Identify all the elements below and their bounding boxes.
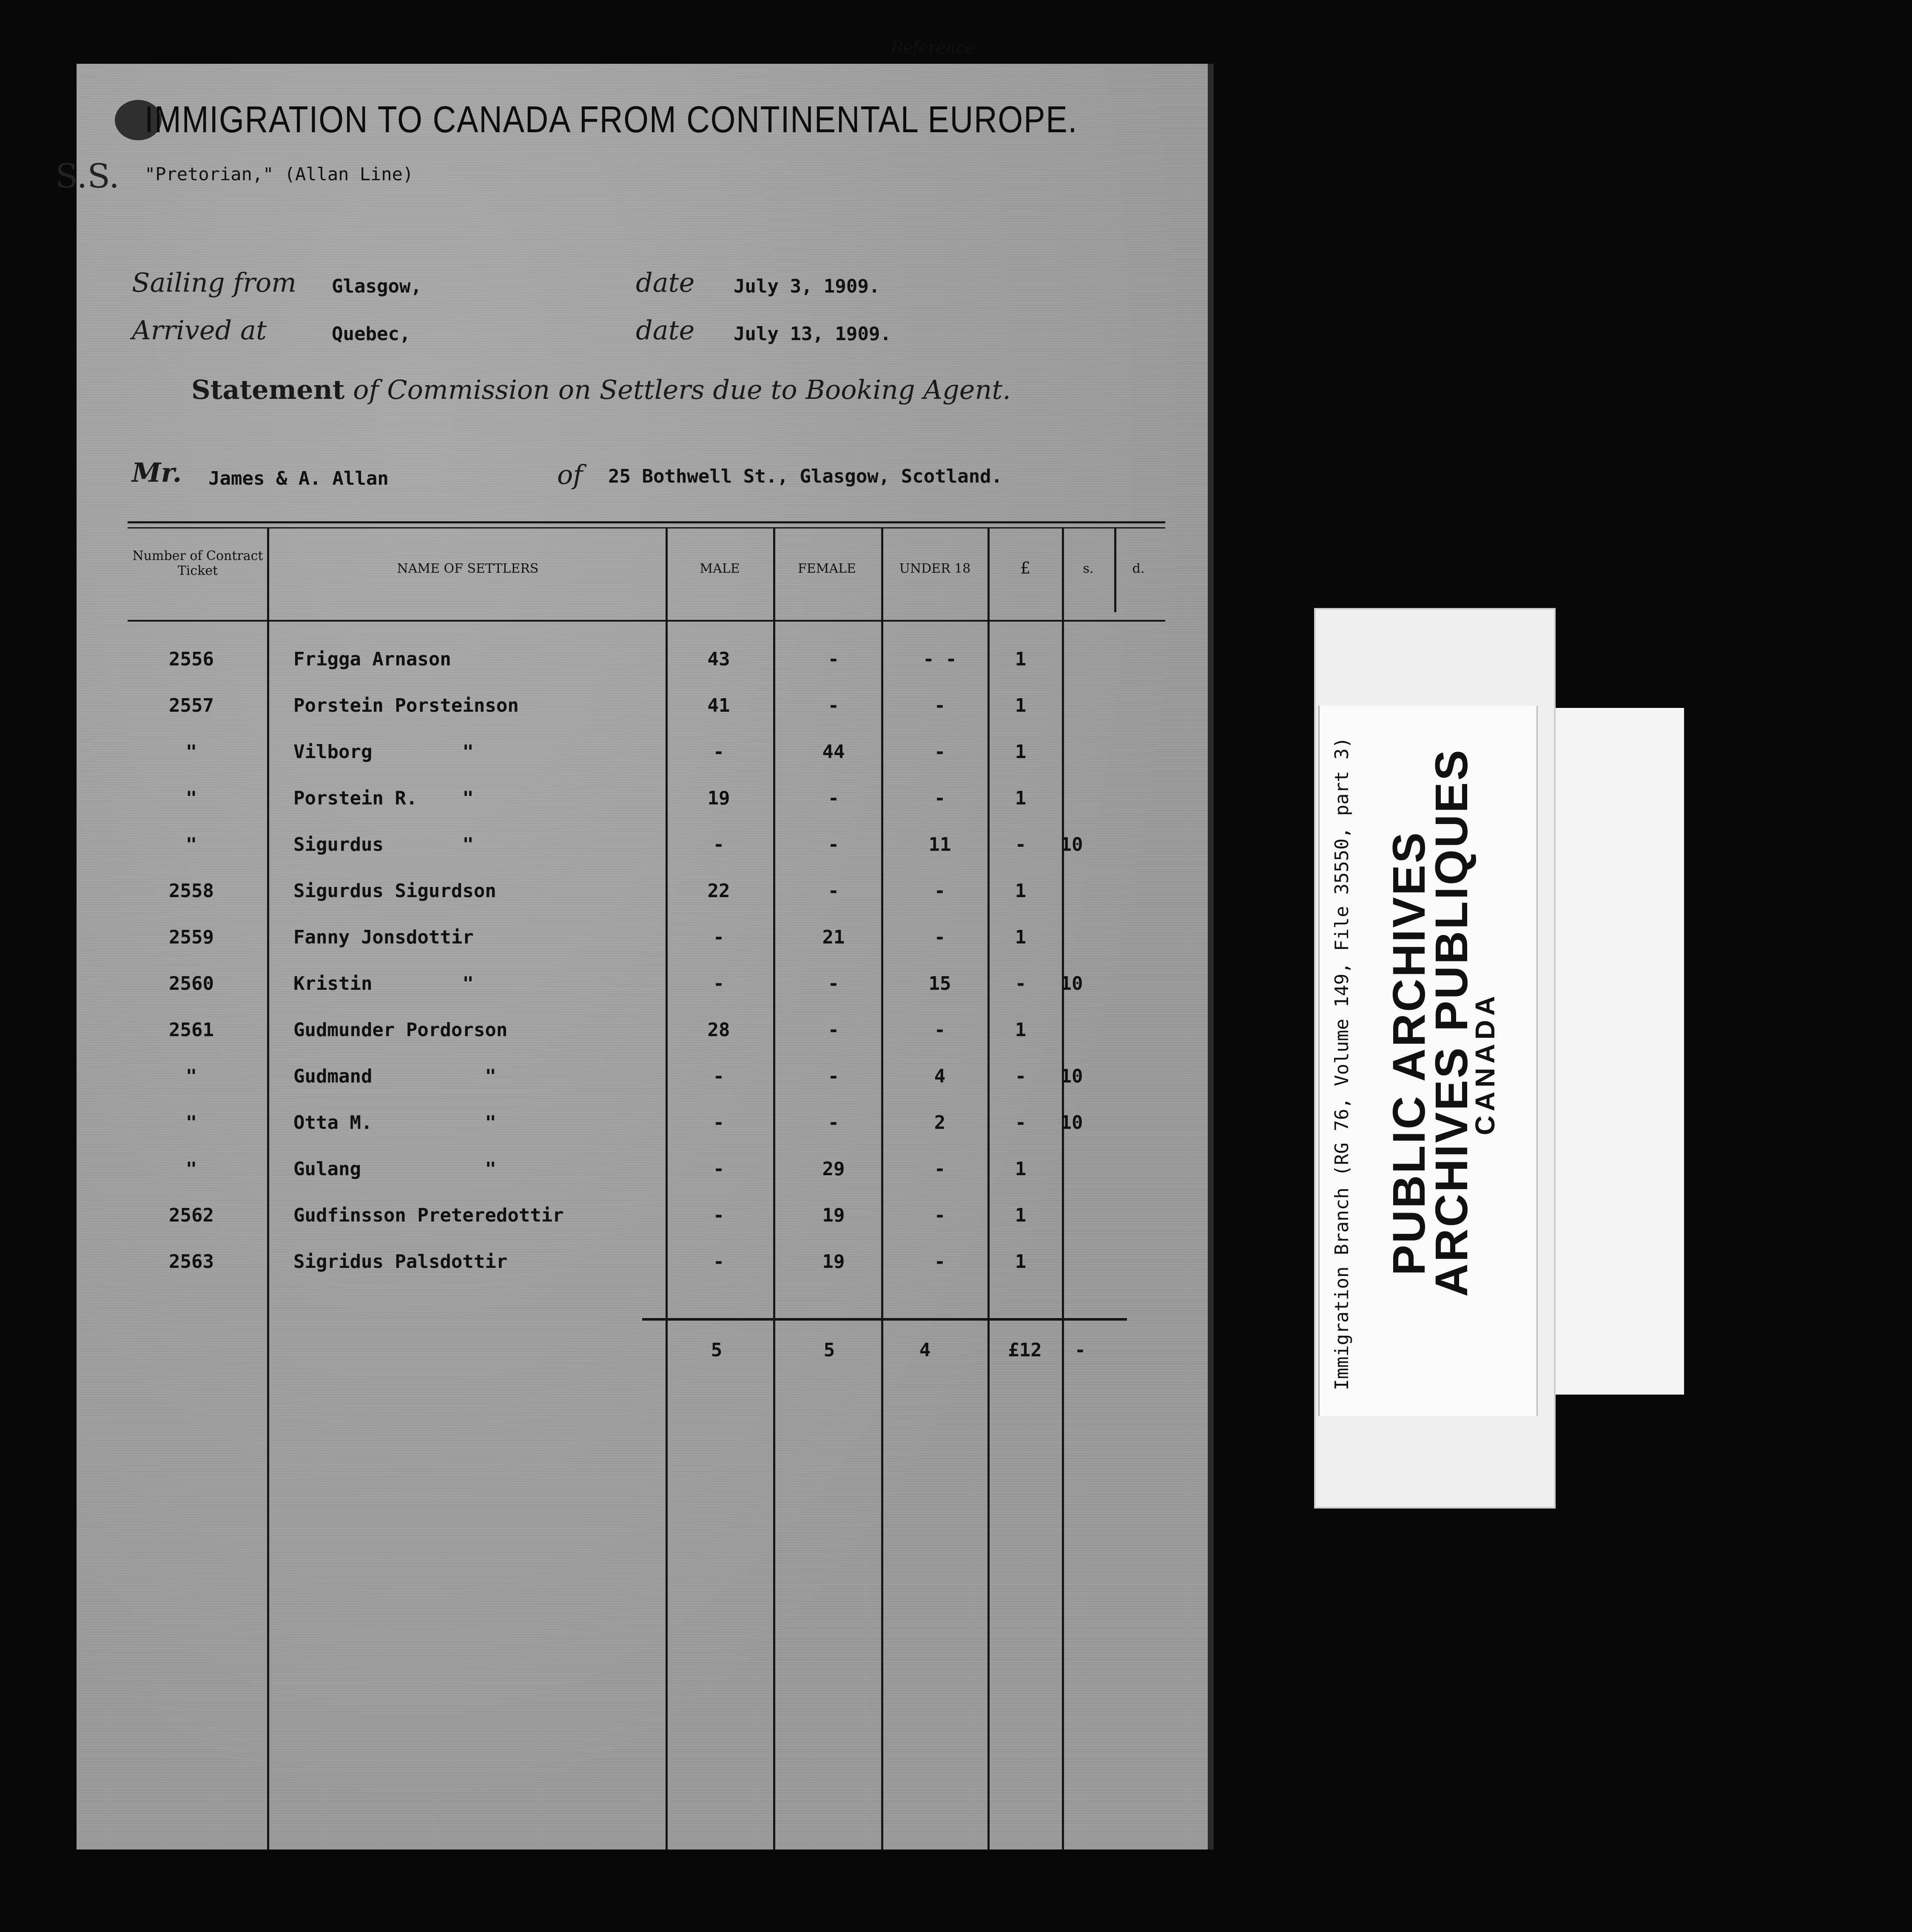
row-name: Fanny Jonsdottir	[293, 926, 474, 948]
header-shillings: s.	[1083, 561, 1094, 576]
row-female: -	[828, 1019, 839, 1041]
row-name: Gulang "	[293, 1158, 496, 1180]
row-male: -	[713, 1065, 725, 1087]
row-female: -	[828, 1065, 839, 1087]
totals-rule	[642, 1318, 1127, 1321]
agent-address: 25 Bothwell St., Glasgow, Scotland.	[608, 466, 1003, 487]
statement-rest: of Commission on Settlers due to Booking Agent.	[353, 374, 1011, 405]
row-ticket: 2559	[169, 926, 214, 948]
row-female: -	[828, 695, 839, 716]
row-female: 19	[822, 1205, 845, 1226]
row-name: Gudmunder Pordorson	[293, 1019, 508, 1041]
row-ticket: 2560	[169, 973, 214, 994]
table-top-rule-2	[128, 527, 1165, 528]
row-female: -	[828, 1112, 839, 1134]
row-male: -	[713, 973, 725, 994]
agent-of-label: of	[557, 459, 583, 490]
header-ticket: Number of Contract Ticket	[132, 548, 263, 578]
row-shillings: 10	[1060, 1065, 1083, 1087]
row-under18: - -	[923, 648, 957, 670]
ship-name: "Pretorian," (Allan Line)	[145, 164, 414, 185]
row-under18: -	[934, 1251, 946, 1273]
row-ticket: "	[185, 1112, 197, 1134]
row-male: 22	[707, 880, 730, 902]
total-pounds: £12	[1008, 1339, 1042, 1361]
row-under18: -	[934, 787, 946, 809]
header-name: NAME OF SETTLERS	[397, 561, 539, 576]
row-name: Vilborg "	[293, 741, 474, 763]
row-pounds: 1	[1015, 787, 1027, 809]
header-pence: d.	[1132, 561, 1145, 576]
row-pounds: 1	[1015, 1158, 1027, 1180]
row-female: -	[828, 834, 839, 855]
row-ticket: 2562	[169, 1205, 214, 1226]
row-male: -	[713, 834, 725, 855]
row-under18: -	[934, 695, 946, 716]
row-shillings: 10	[1060, 973, 1083, 994]
col-divider-2	[666, 527, 668, 1850]
row-under18: 2	[934, 1112, 946, 1134]
row-male: -	[713, 1205, 725, 1226]
row-name: Sigridus Palsdottir	[293, 1251, 508, 1273]
row-name: Otta M. "	[293, 1112, 496, 1134]
arrived-date-label: date	[636, 315, 695, 346]
ship-label: S.S.	[55, 157, 120, 196]
total-shillings: -	[1074, 1339, 1086, 1361]
row-pounds: 1	[1015, 741, 1027, 763]
row-female: -	[828, 880, 839, 902]
row-name: Gudmand "	[293, 1065, 496, 1087]
arrived-date: July 13, 1909.	[734, 323, 891, 345]
row-male: 28	[707, 1019, 730, 1041]
row-pounds: 1	[1015, 1251, 1027, 1273]
row-name: Porstein R. "	[293, 787, 474, 809]
row-name: Porstein Porsteinson	[293, 695, 519, 716]
row-shillings: 10	[1060, 1112, 1083, 1134]
header-female: FEMALE	[798, 561, 856, 576]
col-divider-3	[773, 527, 775, 1850]
table-top-rule	[128, 521, 1165, 523]
row-ticket: 2556	[169, 648, 214, 670]
row-name: Kristin "	[293, 973, 474, 994]
document-title: IMMIGRATION TO CANADA FROM CONTINENTAL EUROPE.	[145, 98, 1078, 140]
row-ticket: 2558	[169, 880, 214, 902]
row-male: 41	[707, 695, 730, 716]
row-female: 19	[822, 1251, 845, 1273]
col-divider-5	[987, 527, 990, 1850]
row-pounds: 1	[1015, 880, 1027, 902]
col-divider-1	[267, 527, 269, 1850]
row-female: -	[828, 787, 839, 809]
row-name: Gudfinsson Preteredottir	[293, 1205, 564, 1226]
row-male: 43	[707, 648, 730, 670]
col-divider-6	[1062, 527, 1064, 1850]
row-name: Frigga Arnason	[293, 648, 451, 670]
row-pounds: 1	[1015, 695, 1027, 716]
row-female: 21	[822, 926, 845, 948]
row-ticket: 2561	[169, 1019, 214, 1041]
row-under18: -	[934, 880, 946, 902]
row-pounds: -	[1015, 1065, 1027, 1087]
sailing-date: July 3, 1909.	[734, 276, 880, 297]
row-female: -	[828, 973, 839, 994]
archive-line-public: PUBLIC ARCHIVES	[1383, 830, 1434, 1276]
row-ticket: "	[185, 834, 197, 855]
row-pounds: -	[1015, 1112, 1027, 1134]
agent-name: James & A. Allan	[208, 468, 389, 489]
row-pounds: -	[1015, 973, 1027, 994]
header-male: MALE	[700, 561, 740, 576]
row-male: 19	[707, 787, 730, 809]
reference-label: Reference	[891, 38, 975, 57]
row-pounds: 1	[1015, 648, 1027, 670]
sailing-place: Glasgow,	[332, 276, 422, 297]
row-male: -	[713, 1112, 725, 1134]
row-ticket: "	[185, 741, 197, 763]
row-ticket: 2563	[169, 1251, 214, 1273]
row-under18: 4	[934, 1065, 946, 1087]
row-under18: -	[934, 1205, 946, 1226]
row-pounds: 1	[1015, 1205, 1027, 1226]
total-female: 5	[823, 1339, 835, 1361]
sailing-label: Sailing from	[132, 267, 296, 298]
row-name: Sigurdus Sigurdson	[293, 880, 496, 902]
agent-prefix: Mr.	[132, 457, 182, 488]
row-female: -	[828, 648, 839, 670]
row-pounds: -	[1015, 834, 1027, 855]
statement-bold: Statement	[191, 374, 345, 405]
archive-line-publiques: ARCHIVES PUBLIQUES	[1425, 748, 1477, 1297]
sailing-date-label: date	[636, 267, 695, 298]
archive-line-canada: CANADA	[1470, 992, 1500, 1135]
statement-heading	[191, 374, 1011, 405]
total-under18: 4	[919, 1339, 931, 1361]
arrived-place: Quebec,	[332, 323, 411, 345]
row-under18: 11	[928, 834, 951, 855]
row-male: -	[713, 741, 725, 763]
row-female: 44	[822, 741, 845, 763]
row-male: -	[713, 926, 725, 948]
row-under18: -	[934, 1019, 946, 1041]
row-ticket: "	[185, 1065, 197, 1087]
row-under18: 15	[928, 973, 951, 994]
row-ticket: "	[185, 787, 197, 809]
row-shillings: 10	[1060, 834, 1083, 855]
header-pounds: £	[1020, 559, 1031, 577]
col-divider-4	[881, 527, 883, 1850]
row-female: 29	[822, 1158, 845, 1180]
arrived-label: Arrived at	[132, 315, 267, 346]
archive-reference: Immigration Branch (RG 76, Volume 149, File 35550, part 3)	[1331, 737, 1353, 1390]
row-ticket: 2557	[169, 695, 214, 716]
header-under18: UNDER 18	[899, 561, 971, 576]
row-pounds: 1	[1015, 1019, 1027, 1041]
row-male: -	[713, 1158, 725, 1180]
row-ticket: "	[185, 1158, 197, 1180]
table-header-rule	[128, 620, 1165, 622]
total-male: 5	[711, 1339, 723, 1361]
row-under18: -	[934, 926, 946, 948]
row-pounds: 1	[1015, 926, 1027, 948]
row-under18: -	[934, 741, 946, 763]
row-name: Sigurdus "	[293, 834, 474, 855]
row-under18: -	[934, 1158, 946, 1180]
row-male: -	[713, 1251, 725, 1273]
